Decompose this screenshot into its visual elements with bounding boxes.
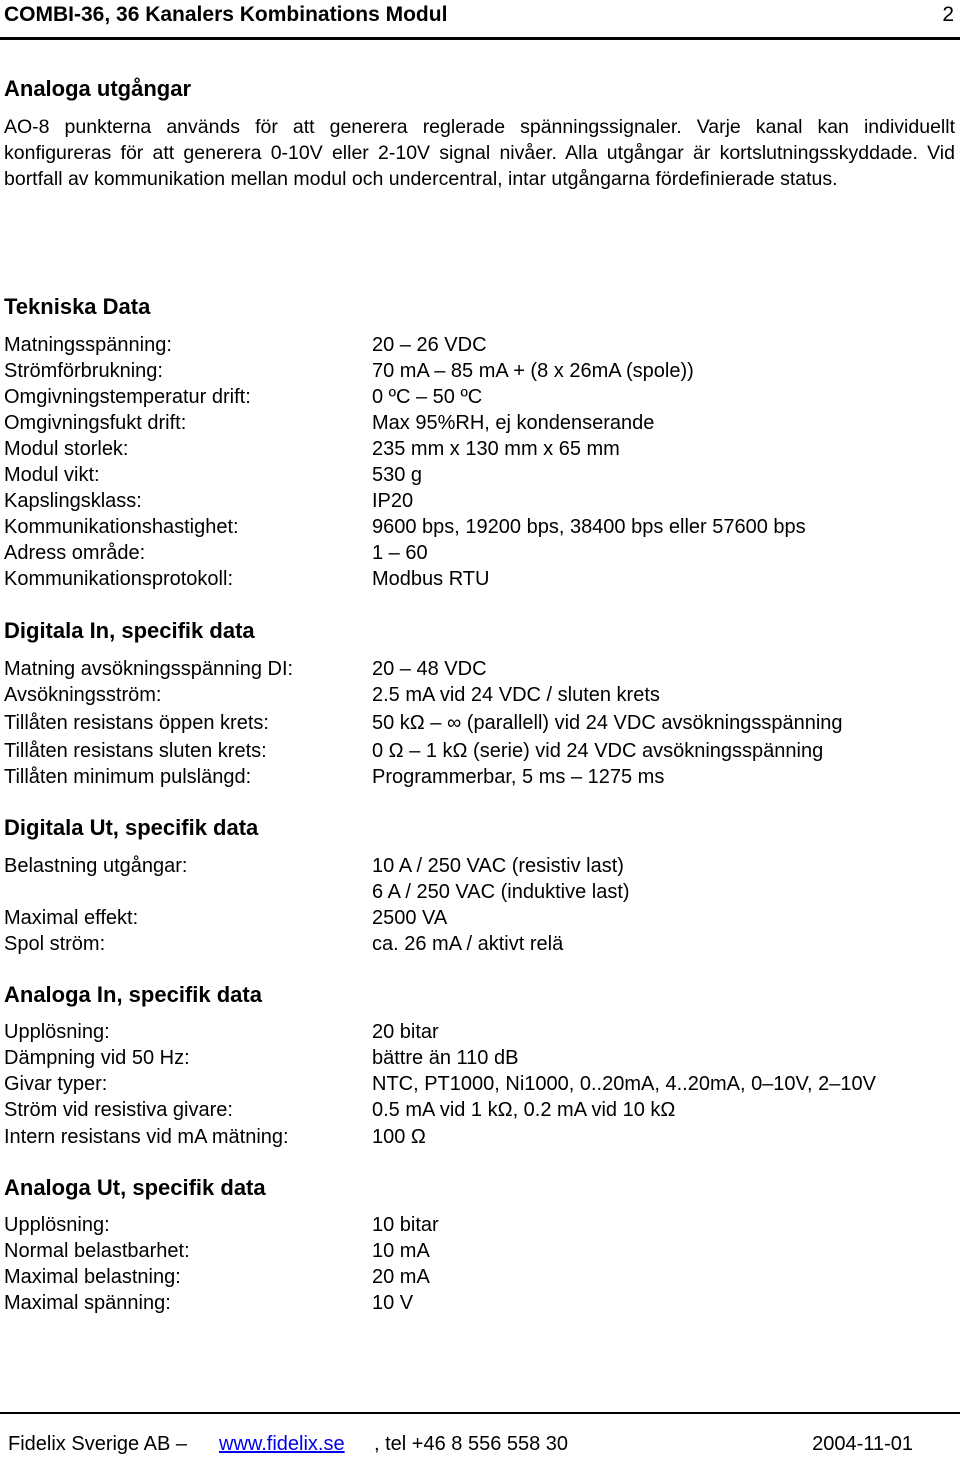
row-label: Upplösning: (4, 1214, 110, 1236)
row-label: Omgivningstemperatur drift: (4, 386, 251, 408)
row-label: Upplösning: (4, 1021, 110, 1043)
row-value: 1 – 60 (372, 542, 428, 564)
row-value: 20 – 26 VDC (372, 334, 487, 356)
row-value: 6 A / 250 VAC (induktive last) (372, 881, 630, 903)
row-label: Maximal belastning: (4, 1266, 181, 1288)
page-header (0, 0, 960, 40)
row-label: Modul vikt: (4, 464, 100, 486)
row-value: Programmerbar, 5 ms – 1275 ms (372, 766, 665, 788)
analog-outputs-description: AO-8 punkterna används för att generera reglerade spänningssignaler. Varje kanal kan individuellt konfigureras för att generera 0-10V eller 2-10V signal nivåer. Alla utgångar är kortslutningsskyddade. Vid bortfall av kommunikation mellan modul och undercentral, intar utgångarna fördefinierade status. (4, 116, 955, 190)
digital-in-heading: Digitala In, specifik data (4, 618, 255, 643)
row-value: 0 ºC – 50 ºC (372, 386, 483, 408)
row-value: 20 mA (372, 1266, 430, 1288)
row-value: 70 mA – 85 mA + (8 x 26mA (spole)) (372, 360, 694, 382)
row-value: 235 mm x 130 mm x 65 mm (372, 438, 620, 460)
row-value: 530 g (372, 464, 423, 486)
row-label: Matning avsökningsspänning DI: (4, 658, 294, 680)
analog-outputs-heading: Analoga utgångar (4, 76, 192, 101)
row-value: 0.5 mA vid 1 kΩ, 0.2 mA vid 10 kΩ (372, 1099, 676, 1121)
row-label: Tillåten resistans öppen krets: (4, 712, 269, 734)
analog-out-heading: Analoga Ut, specifik data (4, 1175, 266, 1200)
row-label: Omgivningsfukt drift: (4, 412, 187, 434)
row-value: 2500 VA (372, 907, 448, 929)
row-value: 10 V (372, 1292, 414, 1314)
page-number: 2 (942, 3, 954, 26)
row-label: Dämpning vid 50 Hz: (4, 1047, 190, 1069)
row-label: Givar typer: (4, 1073, 108, 1095)
row-value: 10 A / 250 VAC (resistiv last) (372, 855, 624, 877)
row-label: Tillåten resistans sluten krets: (4, 740, 267, 762)
row-label: Tillåten minimum pulslängd: (4, 766, 252, 788)
website-link[interactable]: www.fidelix.se (219, 1433, 345, 1455)
page-footer (0, 1412, 960, 1459)
row-label: Kommunikationshastighet: (4, 516, 239, 538)
document-date: 2004-11-01 (812, 1433, 913, 1455)
tech-data-heading: Tekniska Data (4, 294, 151, 319)
row-label: Adress område: (4, 542, 146, 564)
document-title: COMBI-36, 36 Kanalers Kombinations Modul (4, 3, 448, 26)
row-value: ca. 26 mA / aktivt relä (372, 933, 564, 955)
analog-in-heading: Analoga In, specifik data (4, 982, 262, 1007)
header-divider (0, 37, 960, 40)
row-value: NTC, PT1000, Ni1000, 0..20mA, 4..20mA, 0–10V, 2–10V (372, 1073, 877, 1095)
row-value: 10 mA (372, 1240, 430, 1262)
row-label: Normal belastbarhet: (4, 1240, 190, 1262)
row-value: 0 Ω – 1 kΩ (serie) vid 24 VDC avsökningsspänning (372, 740, 824, 762)
row-value: 20 – 48 VDC (372, 658, 487, 680)
row-value: 50 kΩ – ∞ (parallell) vid 24 VDC avsökningsspänning (372, 712, 843, 734)
digital-out-heading: Digitala Ut, specifik data (4, 815, 259, 840)
row-label: Spol ström: (4, 933, 106, 955)
phone-number: , tel +46 8 556 558 30 (374, 1433, 569, 1455)
row-value: bättre än 110 dB (372, 1047, 519, 1069)
row-label: Modul storlek: (4, 438, 129, 460)
company-name: Fidelix Sverige AB – (8, 1433, 187, 1455)
row-label: Maximal spänning: (4, 1292, 171, 1314)
row-label: Strömförbrukning: (4, 360, 163, 382)
row-value: 100 Ω (372, 1126, 426, 1148)
row-label: Intern resistans vid mA mätning: (4, 1126, 289, 1148)
row-label: Belastning utgångar: (4, 855, 188, 877)
row-label: Matningsspänning: (4, 334, 172, 356)
row-value: IP20 (372, 490, 414, 512)
row-value: 10 bitar (372, 1214, 439, 1236)
footer-divider (0, 1412, 960, 1414)
row-value: Modbus RTU (372, 568, 490, 590)
row-label: Kapslingsklass: (4, 490, 142, 512)
row-value: 20 bitar (372, 1021, 439, 1043)
row-label: Avsökningsström: (4, 684, 162, 706)
row-value: 9600 bps, 19200 bps, 38400 bps eller 57600 bps (372, 516, 806, 538)
row-label: Kommunikationsprotokoll: (4, 568, 233, 590)
row-label: Maximal effekt: (4, 907, 139, 929)
row-label: Ström vid resistiva givare: (4, 1099, 233, 1121)
row-value: Max 95%RH, ej kondenserande (372, 412, 655, 434)
row-value: 2.5 mA vid 24 VDC / sluten krets (372, 684, 660, 706)
